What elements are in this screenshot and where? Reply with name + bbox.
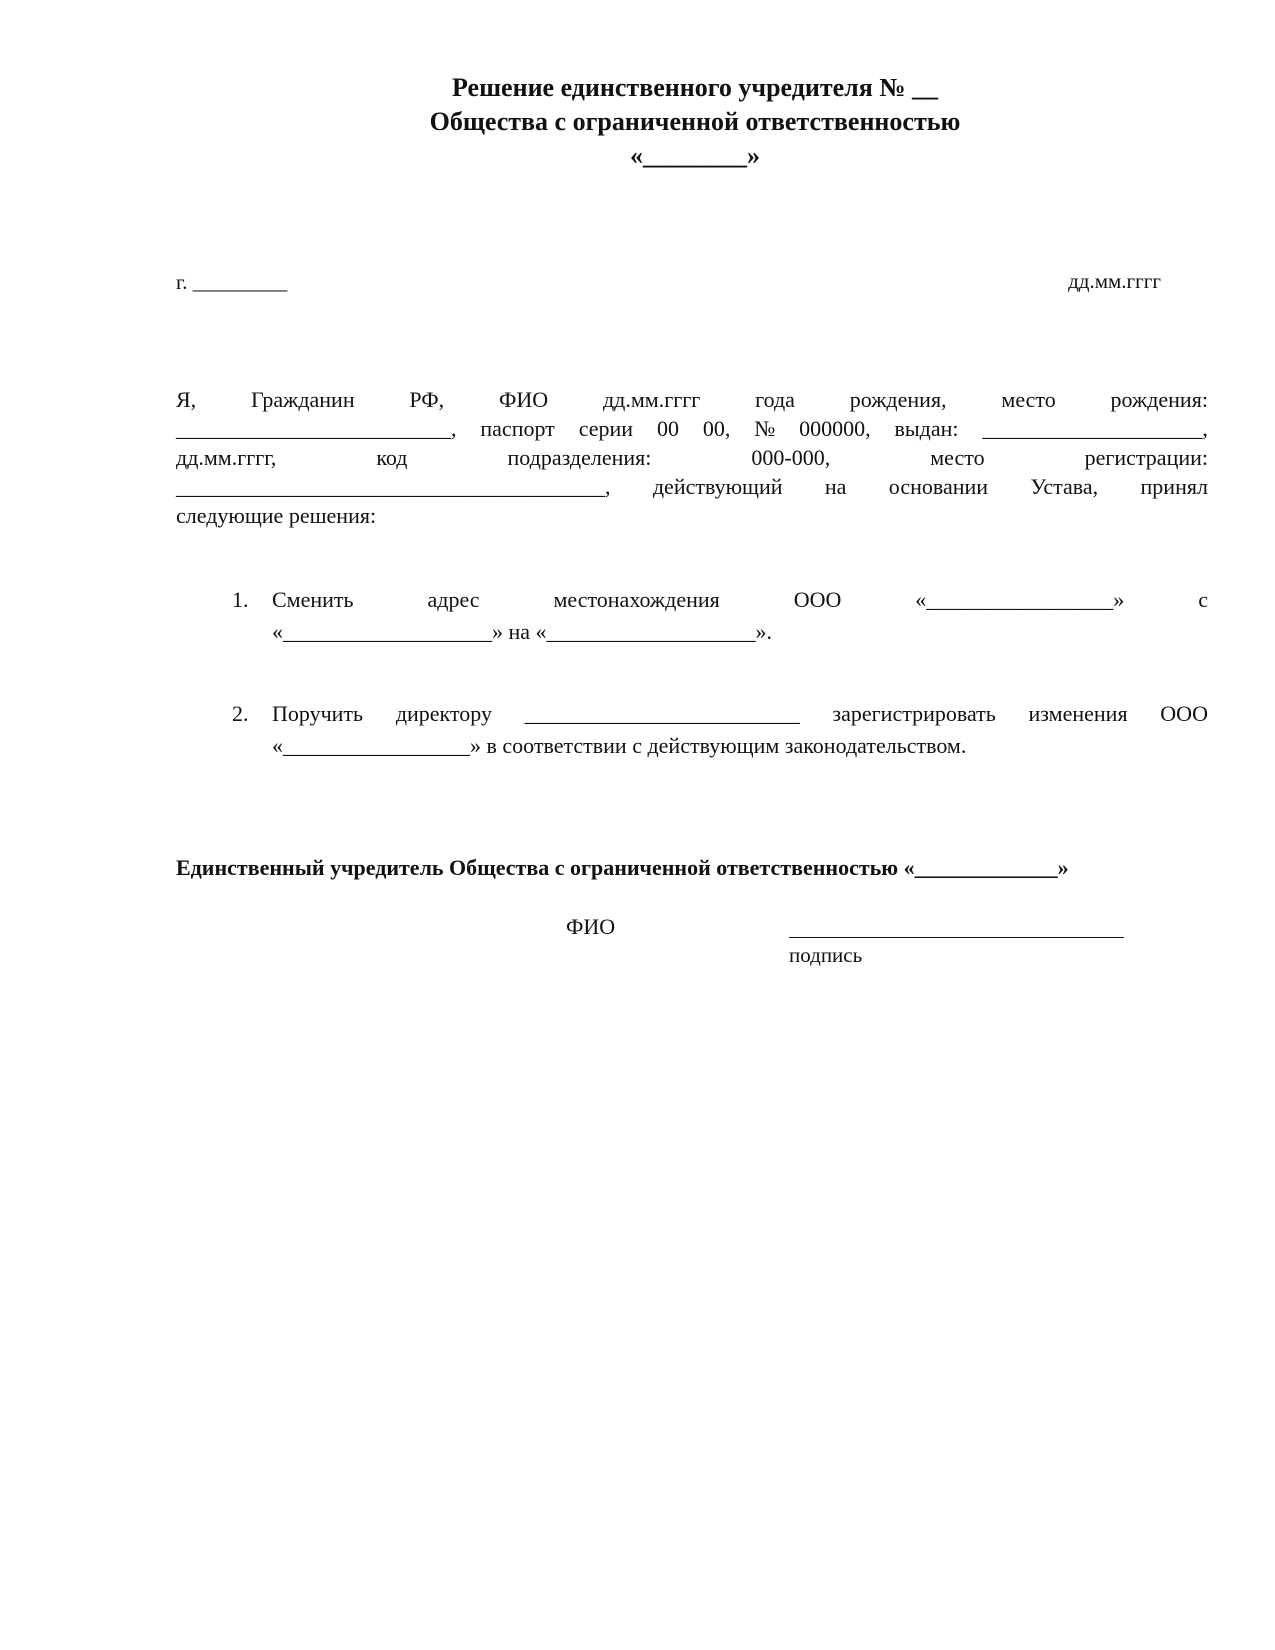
document-title: [0, 71, 1275, 173]
word: _______________________________________,: [176, 474, 611, 499]
intro-line-3: [176, 443, 1208, 472]
word: 00: [656, 416, 679, 441]
title-line-3: «________»: [630, 141, 760, 170]
word: Я,: [176, 387, 197, 412]
item-number: 1.: [232, 587, 249, 612]
signature-rule: [789, 937, 1124, 938]
word: Сменить: [272, 587, 354, 612]
word: №: [754, 416, 776, 441]
word: на: [824, 474, 847, 499]
word: директору: [395, 701, 492, 726]
item-text: [272, 584, 1208, 648]
item-line-2: [272, 616, 1208, 648]
word: изменения: [1028, 701, 1128, 726]
word: 000000,: [799, 416, 871, 441]
word: Гражданин: [251, 387, 355, 412]
title-line-1: Решение единственного учредителя № __: [452, 73, 938, 102]
word: ФИО: [499, 387, 549, 412]
word: регистрации:: [1084, 445, 1208, 470]
word: ____________________,: [982, 416, 1208, 441]
word: серии: [578, 416, 634, 441]
title-line-2: Общества с ограниченной ответственностью: [429, 107, 961, 136]
word: ООО: [793, 587, 842, 612]
word: дд.мм.гггг: [602, 387, 701, 412]
word: код: [376, 445, 408, 470]
signature-label: подпись: [789, 943, 863, 967]
word: следующие решения:: [176, 503, 377, 528]
word: «_________________»: [915, 587, 1125, 612]
word: ООО: [1160, 701, 1208, 726]
word: «_________________» в соответствии с действующим законодательством.: [272, 733, 967, 758]
word: «___________________» на «___________________».: [272, 619, 773, 644]
word: основании: [888, 474, 989, 499]
word: место: [930, 445, 985, 470]
word: Поручить: [272, 701, 364, 726]
intro-line-1: [176, 385, 1208, 414]
word: года: [755, 387, 795, 412]
word: 00,: [702, 416, 731, 441]
word: подразделения:: [507, 445, 652, 470]
word: местонахождения: [553, 587, 720, 612]
word: паспорт: [480, 416, 555, 441]
intro-line-2: [176, 414, 1208, 443]
intro-line-5: [176, 501, 1208, 530]
word: 000-000,: [751, 445, 831, 470]
item-text: [272, 698, 1208, 762]
word: _________________________,: [176, 416, 457, 441]
item-line-2: [272, 730, 1208, 762]
document-date: дд.мм.гггг: [1068, 269, 1161, 293]
word: с: [1198, 587, 1208, 612]
item-number: 2.: [232, 701, 249, 726]
word: рождения:: [1110, 387, 1208, 412]
word: _________________________: [524, 701, 800, 726]
word: действующий: [652, 474, 783, 499]
intro-paragraph: [176, 385, 1208, 530]
word: место: [1001, 387, 1056, 412]
word: адрес: [427, 587, 480, 612]
city-field: г. _________: [176, 270, 288, 294]
item-line-1: [272, 584, 1208, 616]
intro-line-4: [176, 472, 1208, 501]
word: выдан:: [894, 416, 959, 441]
word: рождения,: [849, 387, 947, 412]
founder-name: ФИО: [566, 914, 616, 939]
word: Устава,: [1030, 474, 1099, 499]
word: дд.мм.гггг,: [176, 445, 277, 470]
item-line-1: [272, 698, 1208, 730]
word: принял: [1140, 474, 1208, 499]
word: зарегистрировать: [832, 701, 996, 726]
founder-signature-line: Единственный учредитель Общества с ограниченной ответственностью «_____________»: [176, 855, 1069, 880]
word: РФ,: [409, 387, 445, 412]
